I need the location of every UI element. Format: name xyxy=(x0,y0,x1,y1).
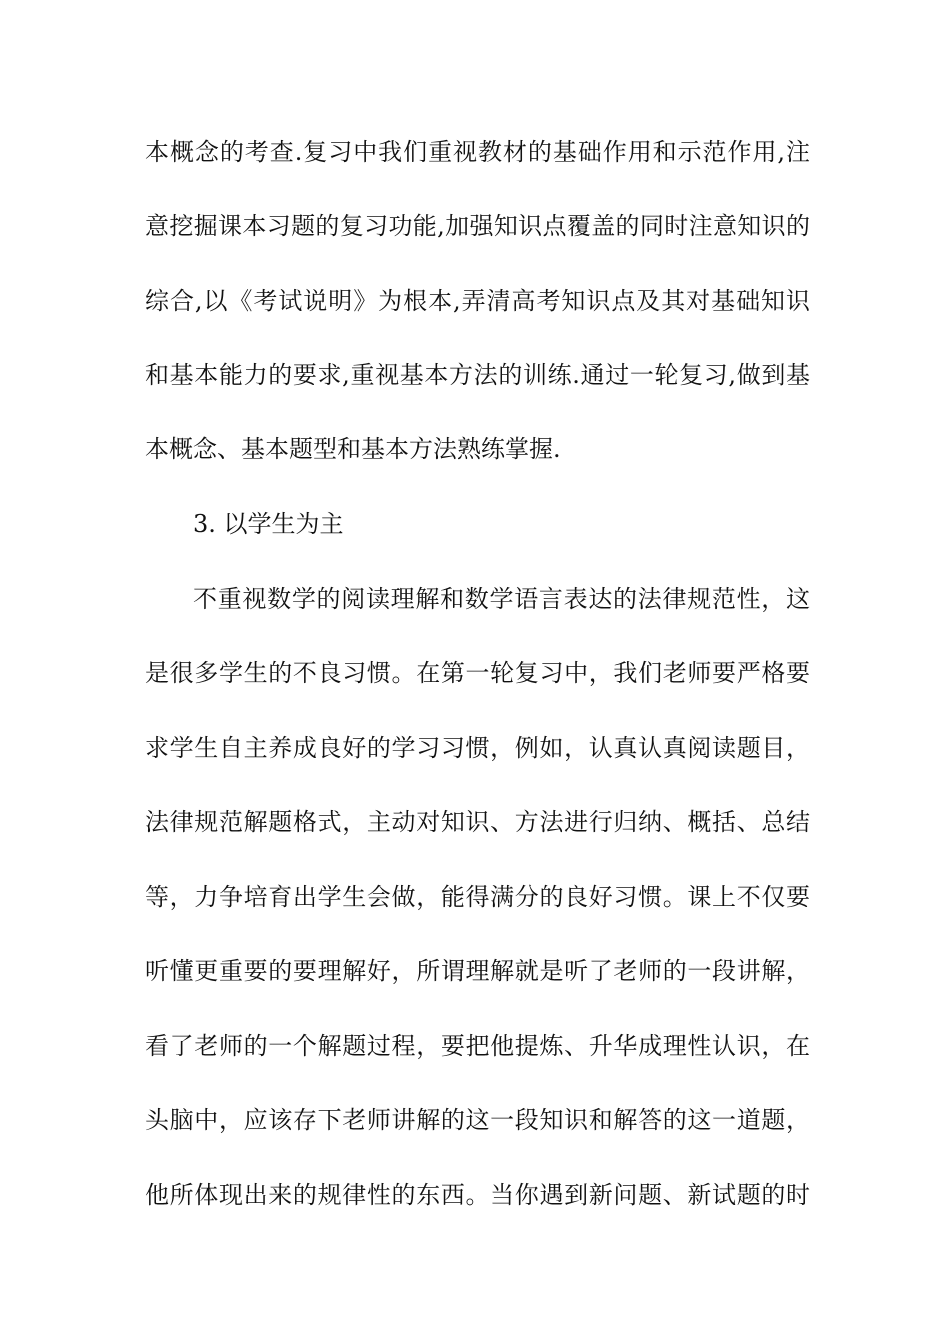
paragraph-2-line-7: 看了老师的一个解题过程，要把他提炼、升华成理性认识，在 xyxy=(145,1032,810,1060)
paragraph-2-line-9: 他所体现出来的规律性的东西。当你遇到新问题、新试题的时 xyxy=(145,1181,810,1209)
paragraph-1-line-2: 意挖掘课本习题的复习功能,加强知识点覆盖的同时注意知识的 xyxy=(145,212,810,240)
paragraph-1-line-1: 本概念的考查.复习中我们重视教材的基础作用和示范作用,注 xyxy=(145,138,810,166)
paragraph-1-line-3: 综合,以《考试说明》为根本,弄清高考知识点及其对基础知识 xyxy=(145,287,810,315)
paragraph-2-line-1: 不重视数学的阅读理解和数学语言表达的法律规范性，这 xyxy=(193,585,810,613)
paragraph-2-line-3: 求学生自主养成良好的学习习惯，例如，认真认真阅读题目， xyxy=(145,734,810,762)
paragraph-2-line-5: 等，力争培育出学生会做，能得满分的良好习惯。课上不仅要 xyxy=(145,883,810,911)
paragraph-2-line-6: 听懂更重要的要理解好，所谓理解就是听了老师的一段讲解， xyxy=(145,957,810,985)
paragraph-2-line-8: 头脑中，应该存下老师讲解的这一段知识和解答的这一道题， xyxy=(145,1106,810,1134)
section-heading: 3. 以学生为主 xyxy=(193,510,344,538)
paragraph-1-line-4: 和基本能力的要求,重视基本方法的训练.通过一轮复习,做到基 xyxy=(145,361,810,389)
paragraph-1-line-5: 本概念、基本题型和基本方法熟练掌握. xyxy=(145,435,561,463)
paragraph-2-line-4: 法律规范解题格式，主动对知识、方法进行归纳、概括、总结 xyxy=(145,808,810,836)
paragraph-2-line-2: 是很多学生的不良习惯。在第一轮复习中，我们老师要严格要 xyxy=(145,659,810,687)
